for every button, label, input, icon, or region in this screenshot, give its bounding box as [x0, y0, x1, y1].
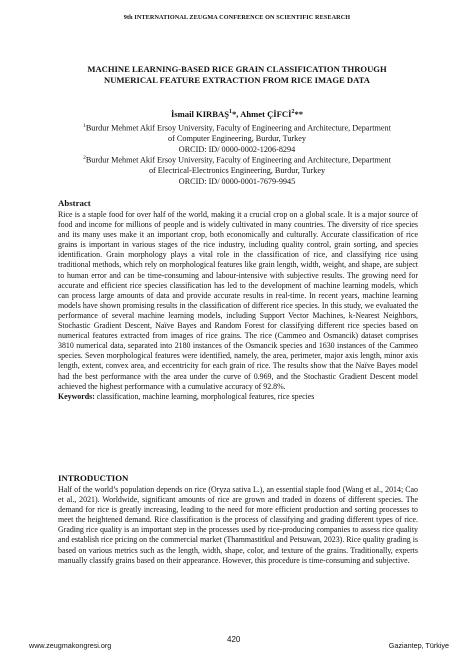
author-line — [40, 109, 434, 119]
affiliation-2 — [40, 153, 434, 187]
affiliation-1 — [40, 121, 434, 155]
author-2-mark: ** — [294, 109, 304, 119]
abstract-heading: Abstract — [58, 198, 91, 208]
author-1-name: İsmail KIRBAŞ — [170, 109, 229, 119]
page-number: 420 — [227, 635, 241, 644]
conference-header: 9th INTERNATIONAL ZEUGMA CONFERENCE ON SCIENTIFIC RESEARCH — [123, 14, 351, 21]
affiliation-2-line-2: of Electrical-Electronics Engineering, Burdur, Turkey — [148, 166, 326, 176]
keywords-label: Keywords: — [58, 391, 95, 401]
author-2-affil-sup: 2 — [291, 109, 295, 116]
introduction-text: Half of the world’s population depends on rice (Oryza sativa L.), an essential staple food (Wang et al., 2014; Cao et al., 2021). Worldwide, significant amounts of rice are grown and traded in dozens of different species. The demand for rice is greatly increasing, leading to the need for more efficient production and sorting processes to meet the heightened demand. Rice classification is the process of classifying and grading different types of rice. Grading rice quality is an important step in the processes used by rice-producing companies to assess rice quality and establish rice pricing on the commercial market (Thammastitkul and Petsuwan, 2023). Rice quality grading is based on various metrics such as the length, width, shape, color, and texture of the grains. Traditionally, experts manually classify grains based on their appearance. However, this procedure is time-consuming and subjective. — [58, 485, 418, 565]
author-separator: , — [236, 109, 241, 119]
affiliation-1-line-1 — [40, 121, 434, 134]
abstract-section — [58, 198, 418, 402]
author-1-mark: * — [231, 109, 237, 119]
author-1-affil-sup: 1 — [228, 109, 232, 116]
affiliation-2-text-1: Burdur Mehmet Akif Ersoy University, Faculty of Engineering and Architecture, Department — [85, 155, 391, 165]
keywords-line — [58, 392, 418, 402]
introduction-section — [58, 473, 418, 566]
footer-website: www.zeugmakongresi.org — [29, 641, 112, 650]
affiliation-1-text-1: Burdur Mehmet Akif Ersoy University, Faculty of Engineering and Architecture, Department — [85, 123, 391, 133]
page-footer — [29, 635, 449, 653]
affiliation-1-orcid: ORCID: ID/ 0000-0002-1206-8294 — [178, 144, 296, 154]
introduction-heading: INTRODUCTION — [58, 473, 129, 483]
affiliation-1-line-2: of Computer Engineering, Burdur, Turkey — [168, 134, 306, 144]
affiliation-1-sup: 1 — [83, 123, 86, 129]
paper-title — [40, 64, 434, 86]
title-line-1: MACHINE LEARNING-BASED RICE GRAIN CLASSIFICATION THROUGH — [87, 64, 387, 74]
abstract-text: Rice is a staple food for over half of the world, making it a crucial crop on a global scale. It is a major source of food and income for millions of people and is widely cultivated in many countries. The diversity of rice species and its many uses make it an important crop, both economically and culturally. Accurate classification of rice grains is important in various stages of the rice industry, including quality control, grain sorting, and species identification. Grain morphology plays a vital role in the classification of rice, and classifying rice using traditional methods, which rely on morphological features like grain length, width, weight, and shape, are subject to human error and can be time-consuming and labour-intensive with subjective results. The growing need for accurate and efficient rice species classification has led to the development of machine learning models, which can process large amounts of data and provide accurate results in real-time. In recent years, machine learning models have shown promising results in the classification of different rice species. In this study, we evaluated the performance of several machine learning models, including Support Vector Machines, k-Nearest Neighbors, Stochastic Gradient Descent, Naïve Bayes and Random Forest for classifying different rice species based on numerical features extracted from images of rice grains. The rice (Cammeo and Osmancik) dataset comprises 3810 numerical data, separated into 2180 instances of the Osmancik species and 1630 instances of the Cammeo species. Seven morphological features were identified, namely, the area, perimeter, major axis length, minor axis length, extent, convex area, and eccentricity for each grain of rice. The results show that the Naïve Bayes model had the best performance with the area under the curve of 0.969, and the Stochastic Gradient Descent model achieved the highest performance with a cumulative accuracy of 92.8%. — [58, 210, 418, 391]
title-line-2: NUMERICAL FEATURE EXTRACTION FROM RICE IMAGE DATA — [104, 75, 370, 85]
affiliation-2-sup: 2 — [83, 155, 86, 161]
keywords-list: classification, machine learning, morphological features, rice species — [94, 391, 315, 401]
affiliation-2-line-1 — [40, 153, 434, 166]
author-2-name: Ahmet ÇİFCİ — [240, 109, 292, 119]
affiliation-2-orcid: ORCID: ID/ 0000-0001-7679-9945 — [178, 176, 296, 186]
footer-location: Gaziantep, Türkiye — [388, 641, 449, 650]
